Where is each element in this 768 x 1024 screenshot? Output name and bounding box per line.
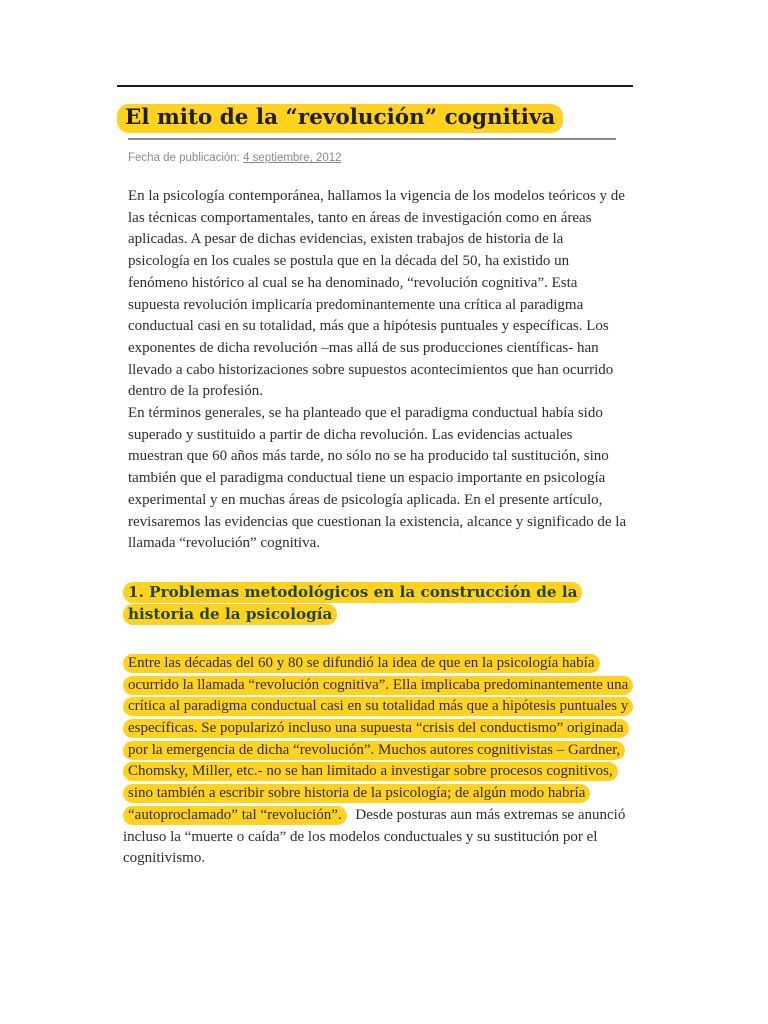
section-paragraph (123, 653, 633, 870)
section-heading: 1. Problemas metodológicos en la construcción de la historia de la psicología (123, 582, 582, 625)
publication-meta (128, 152, 633, 164)
article-title: El mito de la “revolución” cognitiva (117, 104, 563, 133)
top-divider (117, 85, 633, 87)
highlighted-text: Entre las décadas del 60 y 80 se difundió la idea de que en la psicología había ocurrido la llamada “revolución cognitiva”. Ella implicaba predominantemente una crítica al paradigma conductual casi en su totalidad más que a hipótesis puntuales y específicas. Se popularizó incluso una supuesta “crisis del conductismo” originada por la emergencia de dicha “revolución”. Muchos autores cognitivistas – Gardner, Chomsky, Miller, etc.- no se han limitado a investigar sobre procesos cognitivos, sino también a escribir sobre historia de la psicología; de algún modo habría “autoproclamado” tal “revolución”. (123, 654, 633, 825)
title-underline (128, 138, 616, 140)
article (117, 85, 633, 870)
section-heading-container (123, 581, 628, 625)
paragraph: En términos generales, se ha planteado que el paradigma conductual había sido superado y sustituido a partir de dicha revolución. Las evidencias actuales muestran que 60 años más tarde, no sólo no se ha producido tal sustitución, sino también que el paradigma conductual tiene un espacio importante en psicología experimental y en muchas áreas de psicología aplicada. En el presente artículo, revisaremos las evidencias que cuestionan la existencia, alcance y significado de la llamada “revolución” cognitiva. (128, 405, 627, 552)
publication-date-link[interactable]: 4 septiembre, 2012 (243, 152, 342, 164)
paragraph-tail: Desde posturas aun más extremas se anunció incluso la “muerte o caída” de los modelos conductuales y su sustitución por el cognitivismo. (123, 806, 626, 867)
publication-label: Fecha de publicación: (128, 152, 244, 164)
paragraph: En la psicología contemporánea, hallamos la vigencia de los modelos teóricos y de las técnicas comportamentales, tanto en áreas de investigación como en áreas aplicadas. A pesar de dichas evidencias, existen trabajos de historia de la psicología en los cuales se postula que en la década del 50, ha existido un fenómeno histórico al cual se ha denominado, “revolución cognitiva”. Esta supuesta revolución implicaría predominantemente una crítica al paradigma conductual casi en su totalidad, más que a hipótesis puntuales y específicas. Los exponentes de dicha revolución –mas allá de sus producciones científicas- han llevado a cabo historizaciones sobre supuestos acontecimientos que han ocurrido dentro de la profesión. (128, 188, 625, 400)
title-container (117, 104, 617, 132)
article-body (128, 186, 628, 555)
